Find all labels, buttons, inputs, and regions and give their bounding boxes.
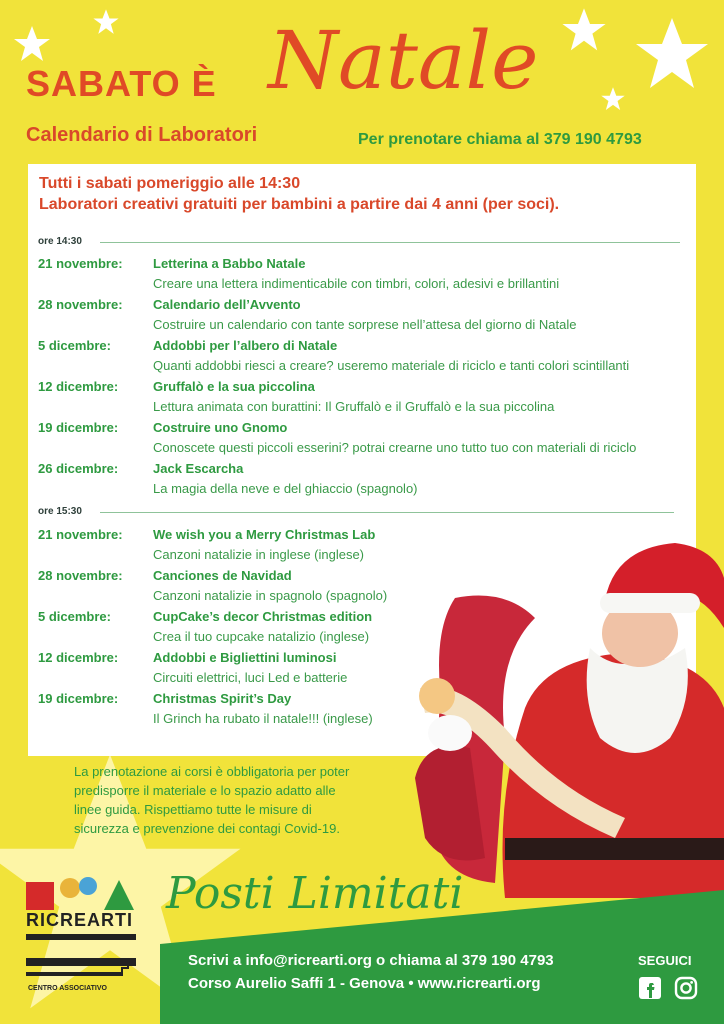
event-description: Canzoni natalizie in spagnolo (spagnolo) (153, 588, 388, 603)
event-title: We wish you a Merry Christmas Lab (153, 527, 376, 542)
event-title: Jack Escarcha (153, 461, 244, 476)
star-icon (560, 6, 608, 54)
subtitle: Calendario di Laboratori (26, 124, 258, 146)
divider (100, 512, 674, 513)
posti-limitati-slogan: Posti Limitati (166, 868, 464, 919)
facebook-icon[interactable] (638, 976, 662, 1000)
star-icon (12, 24, 52, 64)
event-title: Costruire uno Gnomo (153, 420, 288, 435)
contact-line: Scrivi a info@ricrearti.org o chiama al 379 190 4793 (188, 952, 554, 969)
intro-line-1: Tutti i sabati pomeriggio alle 14:30 (39, 175, 301, 192)
schedule-row (38, 461, 688, 501)
event-date: 5 dicembre: (38, 609, 111, 624)
event-description: Costruire un calendario con tante sorprese nell’attesa del giorno di Natale (153, 317, 577, 332)
follow-label: SEGUICI (638, 953, 692, 968)
address-line: Corso Aurelio Saffi 1 - Genova • www.ricrearti.org (188, 975, 541, 992)
event-date: 21 novembre: (38, 256, 123, 271)
event-date: 12 dicembre: (38, 379, 119, 394)
event-description: Lettura animata con burattini: Il Gruffalò e il Gruffalò e la sua piccolina (153, 399, 555, 414)
schedule-row (38, 338, 688, 378)
event-title: CupCake’s decor Christmas edition (153, 609, 373, 624)
ricrearti-logo-shapes (26, 876, 134, 912)
booking-notice: La prenotazione ai corsi è obbligatoria per poter predisporre il materiale e lo spazio adatto alle linee guida. Rispettiamo tutte le misure di sicurezza e prevenzione dei contagi Covid-19. (74, 764, 350, 836)
star-icon (632, 14, 712, 94)
event-description: Conoscete questi piccoli esserini? potrai crearne uno tutto tuo con materiali di riciclo (153, 440, 637, 455)
event-title: Gruffalò e la sua piccolina (153, 379, 315, 394)
divider (100, 242, 680, 243)
intro-line-2: Laboratori creativi gratuiti per bambini a partire dai 4 anni (per soci). (39, 196, 560, 213)
event-title: Letterina a Babbo Natale (153, 256, 306, 271)
event-date: 21 novembre: (38, 527, 123, 542)
session-time: ore 14:30 (38, 236, 82, 247)
event-date: 19 dicembre: (38, 691, 119, 706)
event-date: 28 novembre: (38, 568, 123, 583)
schedule-row (38, 256, 688, 296)
schedule-row (38, 420, 688, 460)
event-description: Quanti addobbi riesci a creare? useremo materiale di riciclo e tanti colori scintillanti (153, 358, 630, 373)
event-date: 19 dicembre: (38, 420, 119, 435)
logo-tagline: CENTRO ASSOCIATIVO (28, 985, 107, 992)
logo-name: RICREARTI (26, 910, 133, 930)
event-date: 28 novembre: (38, 297, 123, 312)
event-description: Il Grinch ha rubato il natale!!! (inglese) (153, 711, 373, 726)
instagram-icon[interactable] (674, 976, 698, 1000)
event-title: Calendario dell’Avvento (153, 297, 301, 312)
event-date: 12 dicembre: (38, 650, 119, 665)
schedule-row (38, 297, 688, 337)
title-natale: Natale (268, 14, 539, 107)
title-sabato: SABATO È (26, 63, 217, 104)
event-description: La magia della neve e del ghiaccio (spagnolo) (153, 481, 418, 496)
star-icon (92, 8, 120, 36)
logo-stairs (26, 934, 136, 984)
event-title: Canciones de Navidad (153, 568, 292, 583)
santa-claus-illustration (415, 538, 724, 898)
booking-phone: Per prenotare chiama al 379 190 4793 (358, 131, 642, 148)
session-time: ore 15:30 (38, 506, 82, 517)
schedule-row (38, 379, 688, 419)
event-description: Canzoni natalizie in inglese (inglese) (153, 547, 365, 562)
event-title: Addobbi e Bigliettini luminosi (153, 650, 337, 665)
star-icon (600, 86, 626, 112)
event-title: Addobbi per l’albero di Natale (153, 338, 338, 353)
event-date: 26 dicembre: (38, 461, 119, 476)
event-date: 5 dicembre: (38, 338, 111, 353)
event-description: Circuiti elettrici, luci Led e batterie (153, 670, 348, 685)
event-description: Creare una lettera indimenticabile con timbri, colori, adesivi e brillantini (153, 276, 560, 291)
event-title: Christmas Spirit’s Day (153, 691, 292, 706)
event-description: Crea il tuo cupcake natalizio (inglese) (153, 629, 370, 644)
intro-time: alle 14:30 (228, 175, 301, 192)
